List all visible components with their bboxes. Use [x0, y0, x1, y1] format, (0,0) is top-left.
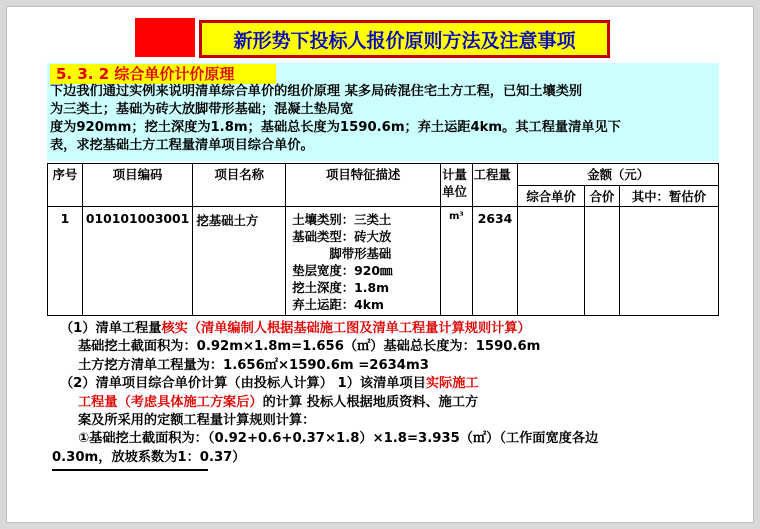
note-highlight: 核实 — [161, 321, 188, 336]
intro-line: 度为920mm；挖土深度为1.8m；基础总长度为1590.6m；弃土运距4km。其工程量清单见下 — [50, 120, 621, 135]
note-line-2: 基础挖土截面积为：0.92m×1.8m=1.656（㎡）基础总长度为：1590.6m — [78, 339, 541, 355]
header-code: 项目编码 — [82, 164, 192, 207]
desc-line: 土壤类别：三类土 — [292, 212, 392, 227]
note-line-6: 案及所采用的定额工程量计算规则计算： — [78, 413, 316, 429]
note-highlight: （清单编制人根据基础施工图及清单工程量计算规则计算） — [187, 321, 531, 336]
cell-name: 挖基础土方 — [193, 207, 286, 316]
intro-line: 表，求挖基础土方工程量清单项目综合单价。 — [50, 138, 314, 153]
section-title: 5. 3. 2 综合单价计价原理 — [50, 64, 276, 84]
slide-title: 新形势下投标人报价原则方法及注意事项 — [199, 20, 610, 58]
header-total: 合价 — [584, 186, 619, 207]
note-line-7: ①基础挖土截面积为：（0.92+0.6+0.37×1.8）×1.8=3.935（㎡）（工作面宽度各边 — [78, 431, 599, 447]
underline-rule — [52, 469, 208, 471]
cell-total — [584, 207, 619, 316]
intro-line: 下边我们通过实例来说明清单综合单价的组价原理 某多局砖混住宅土方工程，已知土壤类别 — [50, 84, 583, 99]
note-highlight: （考虑具体施工方案后） — [117, 394, 263, 410]
cell-desc — [286, 207, 441, 316]
table-row — [48, 207, 719, 316]
header-amount: 金额（元） — [518, 164, 719, 186]
note-line-5 — [60, 394, 720, 412]
cell-provisional — [619, 207, 718, 316]
header-desc: 项目特征描述 — [286, 164, 441, 207]
desc-line: 挖土深度：1.8m — [292, 280, 390, 295]
calculation-notes — [52, 320, 720, 467]
cell-unit-price — [518, 207, 585, 316]
note-highlight: 实际施工 — [425, 376, 479, 392]
intro-line: 为三类土；基础为砖大放脚带形基础；混凝土垫局宽 — [50, 102, 354, 117]
note-line-3: 土方挖方清单工程量为：1.656㎡×1590.6m =2634m3 — [78, 357, 429, 373]
header-unit: 计量单位 — [441, 164, 473, 207]
note-line-8: 0.30m，放坡系数为1：0.37） — [52, 449, 246, 465]
note-highlight: 工程量 — [78, 394, 118, 410]
cell-code: 010101003001 — [82, 207, 192, 316]
note-text: （2）清单项目综合单价计算（由投标人计算） 1）该清单项目 — [60, 376, 426, 392]
desc-line: 脚带形基础 — [292, 246, 392, 261]
cell-seq: 1 — [48, 207, 83, 316]
header-unit-price: 综合单价 — [518, 186, 585, 207]
header-name: 项目名称 — [193, 164, 286, 207]
note-line-1 — [60, 320, 720, 338]
red-accent-block — [135, 18, 195, 57]
note-text: （1）清单工程量 — [60, 321, 162, 336]
note-text: 的计算 投标人根据地质资料、施工方 — [262, 394, 479, 410]
intro-text — [50, 83, 716, 155]
desc-line: 基础类型：砖大放 — [292, 229, 392, 244]
cell-unit: m³ — [441, 207, 473, 316]
bill-of-quantities-table — [47, 163, 719, 316]
header-seq: 序号 — [48, 164, 83, 207]
header-qty: 工程量 — [472, 164, 518, 207]
desc-line: 弃土运距：4km — [292, 297, 384, 312]
note-line-4 — [60, 375, 720, 393]
header-provisional: 其中：暂估价 — [619, 186, 718, 207]
cell-qty: 2634 — [472, 207, 518, 316]
desc-line: 垫层宽度：920㎜ — [292, 263, 393, 278]
